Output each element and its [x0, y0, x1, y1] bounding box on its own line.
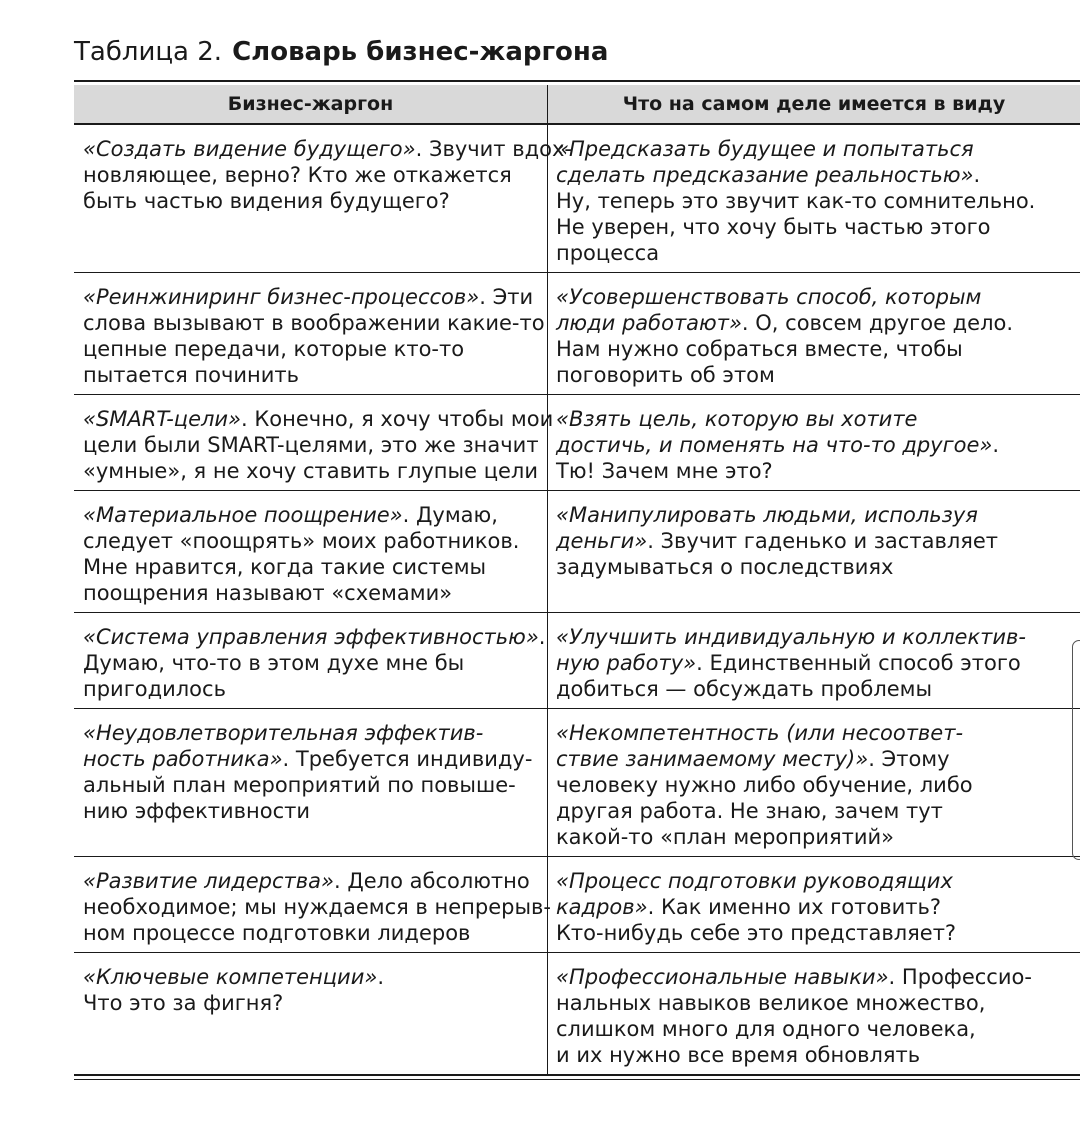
- cell-line: [556, 964, 1076, 990]
- cell-line: [83, 920, 541, 946]
- cell-text: . Думаю,: [402, 503, 498, 527]
- cell-text: Что это за фигня?: [83, 991, 284, 1015]
- cell-text: цепные передачи, которые кто-то: [83, 337, 465, 361]
- cell-line: [83, 894, 551, 920]
- cell-line: [556, 162, 1076, 188]
- jargon-cell: [74, 857, 551, 952]
- cell-line: [556, 406, 1076, 432]
- meaning-cell: [548, 613, 1080, 708]
- cell-text: . Конечно, я хочу чтобы мои: [241, 407, 554, 431]
- cell-line: [556, 502, 1076, 528]
- cell-text: другая работа. Не знаю, зачем тут: [556, 799, 943, 823]
- meaning-cell: [548, 273, 1080, 394]
- cell-line: [556, 240, 1076, 266]
- cell-line: [83, 406, 554, 432]
- jargon-phrase: «Манипулировать людьми, используя: [556, 503, 978, 527]
- cell-line: [556, 990, 1076, 1016]
- cell-line: [556, 1042, 1076, 1068]
- jargon-phrase: «Материальное поощрение»: [83, 503, 403, 527]
- jargon-cell: [74, 125, 572, 272]
- cell-line: [83, 502, 541, 528]
- cell-text: нальных навыков великое множество,: [556, 991, 986, 1015]
- cell-text: Ну, теперь это звучит как-то сомнительно.: [556, 189, 1036, 213]
- meaning-cell: [548, 491, 1080, 612]
- cell-text: слишком много для одного человека,: [556, 1017, 976, 1041]
- jargon-phrase: деньги»: [556, 529, 648, 553]
- cell-line: [83, 554, 541, 580]
- cell-text: . Требуется индивиду-: [282, 747, 533, 771]
- cell-line: [556, 136, 1076, 162]
- cell-text: . Этому: [868, 747, 950, 771]
- jargon-phrase: люди работают»: [556, 311, 742, 335]
- jargon-phrase: «Профессиональные навыки»: [556, 965, 889, 989]
- cell-text: .: [538, 625, 546, 649]
- cell-line: [83, 624, 546, 650]
- jargon-cell: [74, 953, 548, 1074]
- table-header-row: [74, 85, 1080, 125]
- cell-text: быть частью видения будущего?: [83, 189, 450, 213]
- cell-line: [556, 432, 1076, 458]
- jargon-phrase: «Улучшить индивидуальную и коллектив-: [556, 625, 1026, 649]
- cell-text: ном процессе подготовки лидеров: [83, 921, 471, 945]
- cell-line: [83, 964, 541, 990]
- header-jargon: Бизнес-жаргон: [74, 85, 548, 123]
- jargon-phrase: «Усовершенствовать способ, которым: [556, 285, 982, 309]
- jargon-phrase: ную работу»: [556, 651, 697, 675]
- table-body: [74, 125, 1080, 1076]
- jargon-cell: [74, 395, 554, 490]
- cell-text: . Как именно их готовить?: [647, 895, 941, 919]
- table-row: [74, 125, 1080, 273]
- cell-line: [83, 676, 541, 702]
- cell-text: задумываться о последствиях: [556, 555, 894, 579]
- cell-line: [83, 310, 545, 336]
- cell-text: нию эффективности: [83, 799, 311, 823]
- cell-line: [556, 284, 1076, 310]
- caption-title: Словарь бизнес-жаргона: [232, 37, 609, 67]
- cell-line: [556, 528, 1076, 554]
- table-caption: [74, 34, 608, 70]
- meaning-cell: [548, 125, 1080, 272]
- table-row: [74, 395, 1080, 491]
- cell-line: [556, 188, 1076, 214]
- jargon-phrase: «Реинжиниринг бизнес-процессов»: [83, 285, 480, 309]
- cell-line: [556, 310, 1076, 336]
- cell-line: [556, 650, 1076, 676]
- cell-text: слова вызывают в воображении какие-то: [83, 311, 545, 335]
- jargon-phrase: кадров»: [556, 895, 648, 919]
- cell-text: пытается починить: [83, 363, 300, 387]
- cell-line: [83, 720, 541, 746]
- meaning-cell: [548, 709, 1080, 856]
- table-row: [74, 491, 1080, 613]
- cell-line: [83, 580, 541, 606]
- meaning-cell: [548, 395, 1080, 490]
- cell-line: [83, 990, 541, 1016]
- cell-line: [556, 624, 1076, 650]
- cell-line: [556, 868, 1076, 894]
- meaning-cell: [548, 857, 1080, 952]
- jargon-phrase: «Создать видение будущего»: [83, 137, 416, 161]
- table-row: [74, 709, 1080, 857]
- jargon-table: [74, 80, 1080, 1080]
- cell-line: [83, 362, 541, 388]
- cell-line: [556, 720, 1076, 746]
- cell-line: [83, 458, 541, 484]
- cell-text: Думаю, что-то в этом духе мне бы: [83, 651, 465, 675]
- cell-text: следует «поощрять» моих работников.: [83, 529, 520, 553]
- cell-line: [83, 650, 541, 676]
- cell-line: [556, 362, 1076, 388]
- cell-text: поговорить об этом: [556, 363, 775, 387]
- cell-text: .: [992, 433, 1000, 457]
- jargon-phrase: «Предсказать будущее и попытаться: [556, 137, 974, 161]
- cell-text: человеку нужно либо обучение, либо: [556, 773, 973, 797]
- jargon-phrase: «Система управления эффективностью»: [83, 625, 539, 649]
- jargon-phrase: «Взять цель, которую вы хотите: [556, 407, 918, 431]
- table-top-rule: [74, 80, 1080, 82]
- cell-text: поощрения называют «схемами»: [83, 581, 453, 605]
- jargon-phrase: «Процесс подготовки руководящих: [556, 869, 953, 893]
- jargon-phrase: «Некомпетентность (или несоответ-: [556, 721, 964, 745]
- cell-line: [83, 528, 541, 554]
- cell-line: [556, 824, 1076, 850]
- cell-line: [556, 458, 1076, 484]
- table-row: [74, 613, 1080, 709]
- table-bottom-rule: [74, 1079, 1080, 1080]
- cell-text: добиться — обсуждать проблемы: [556, 677, 933, 701]
- cell-line: [83, 188, 541, 214]
- cell-text: Кто-нибудь себе это представляет?: [556, 921, 957, 945]
- cell-line: [83, 136, 572, 162]
- cell-line: [556, 894, 1076, 920]
- cell-text: . Эти: [479, 285, 534, 309]
- cell-text: процесса: [556, 241, 660, 265]
- cell-line: [83, 868, 541, 894]
- cell-line: [83, 746, 541, 772]
- cell-line: [556, 920, 1076, 946]
- cell-text: пригодилось: [83, 677, 226, 701]
- table-row: [74, 857, 1080, 953]
- jargon-cell: [74, 709, 548, 856]
- cell-line: [83, 336, 541, 362]
- cell-text: цели были SMART-целями, это же значит: [83, 433, 539, 457]
- jargon-phrase: ствие занимаемому месту)»: [556, 747, 869, 771]
- cell-line: [83, 798, 541, 824]
- cell-line: [556, 772, 1076, 798]
- cell-line: [83, 432, 541, 458]
- cell-text: . Дело абсолютно: [334, 869, 530, 893]
- cell-line: [556, 676, 1076, 702]
- jargon-cell: [74, 273, 548, 394]
- cell-line: [556, 746, 1076, 772]
- cell-text: . Звучит гаденько и заставляет: [647, 529, 999, 553]
- cell-line: [556, 214, 1076, 240]
- cell-text: .: [377, 965, 384, 989]
- cell-line: [556, 1016, 1076, 1042]
- jargon-phrase: сделать предсказание реальностью»: [556, 163, 974, 187]
- jargon-phrase: «Неудовлетворительная эффектив-: [83, 721, 484, 745]
- jargon-phrase: ность работника»: [83, 747, 283, 771]
- jargon-phrase: «Развитие лидерства»: [83, 869, 334, 893]
- cell-text: необходимое; мы нуждаемся в непрерыв-: [83, 895, 551, 919]
- scroll-indicator[interactable]: [1072, 640, 1080, 860]
- cell-text: альный план мероприятий по повыше-: [83, 773, 516, 797]
- cell-text: . Звучит вдох-: [415, 137, 572, 161]
- cell-text: Мне нравится, когда такие системы: [83, 555, 487, 579]
- jargon-cell: [74, 613, 548, 708]
- cell-line: [83, 162, 541, 188]
- cell-text: Не уверен, что хочу быть частью этого: [556, 215, 991, 239]
- cell-line: [556, 336, 1076, 362]
- cell-text: .: [973, 163, 981, 187]
- cell-text: какой-то «план мероприятий»: [556, 825, 894, 849]
- cell-text: «умные», я не хочу ставить глупые цели: [83, 459, 538, 483]
- cell-text: . Профессио-: [888, 965, 1032, 989]
- cell-line: [556, 798, 1076, 824]
- jargon-phrase: достичь, и поменять на что-то другое»: [556, 433, 993, 457]
- jargon-cell: [74, 491, 548, 612]
- cell-line: [83, 284, 541, 310]
- table-row: [74, 953, 1080, 1076]
- jargon-phrase: «SMART-цели»: [83, 407, 242, 431]
- cell-text: Тю! Зачем мне это?: [556, 459, 773, 483]
- cell-text: . О, совсем другое дело.: [741, 311, 1014, 335]
- cell-text: . Единственный способ этого: [696, 651, 1021, 675]
- jargon-phrase: «Ключевые компетенции»: [83, 965, 378, 989]
- cell-text: новляющее, верно? Кто же откажется: [83, 163, 512, 187]
- cell-line: [83, 772, 541, 798]
- header-meaning: Что на самом деле имеется в виду: [622, 93, 1006, 115]
- cell-text: Нам нужно собраться вместе, чтобы: [556, 337, 963, 361]
- meaning-cell: [548, 953, 1080, 1074]
- cell-line: [556, 554, 1076, 580]
- table-row: [74, 273, 1080, 395]
- cell-text: и их нужно все время обновлять: [556, 1043, 921, 1067]
- caption-number: Таблица 2.: [74, 37, 223, 67]
